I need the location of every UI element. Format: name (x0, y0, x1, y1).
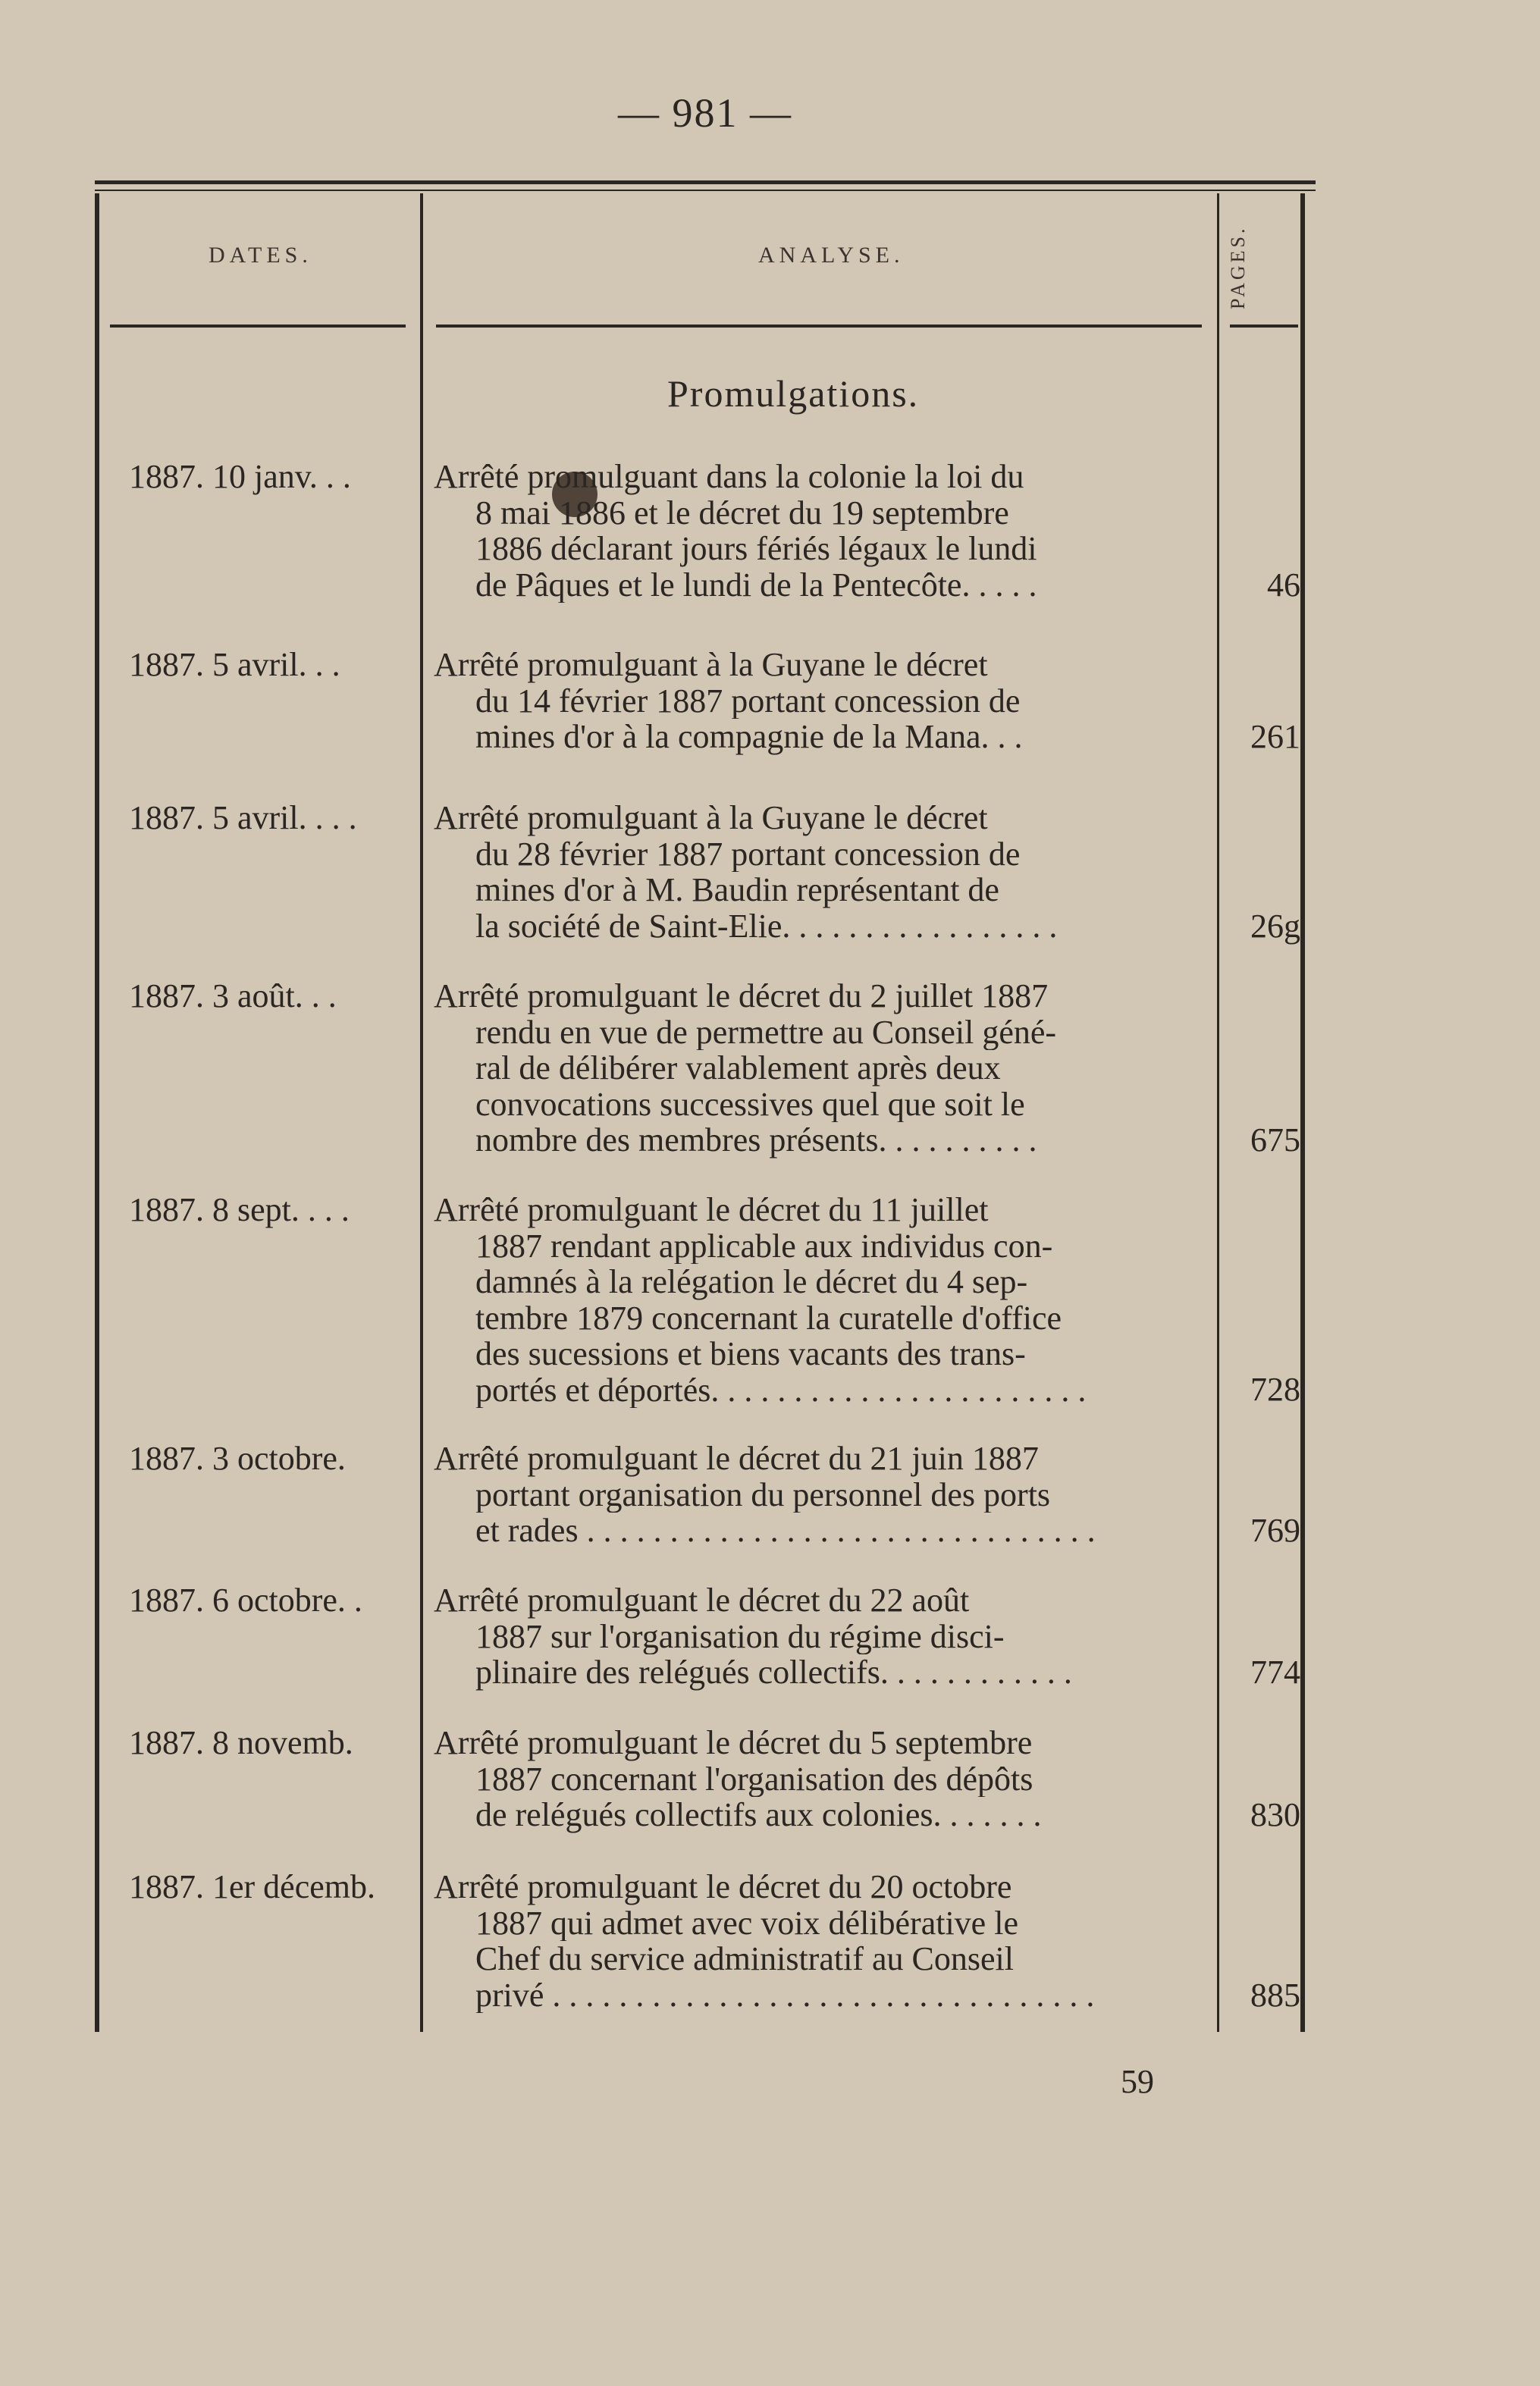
analysis-line: 8 mai 1886 et le décret du 19 septembre (475, 494, 1009, 531)
entry-analysis (434, 1582, 1215, 1691)
analysis-line: Chef du service administratif au Conseil (475, 1941, 1014, 1977)
entry-analysis (434, 1192, 1215, 1408)
entry-date (129, 1869, 417, 1905)
analysis-line: 1887 qui admet avec voix délibérative le (475, 1905, 1018, 1941)
entry-analysis (434, 978, 1215, 1159)
entry-date: 1887. 3 octobre. (129, 1440, 346, 1477)
entry-date: 1887. 10 janv. . . (129, 458, 351, 495)
page-ref: 26g (1250, 908, 1300, 945)
section-title: Promulgations. (667, 372, 920, 415)
analysis-line: Arrêté promulguant le décret du 20 octobre (434, 1869, 1012, 1905)
left-border (95, 193, 99, 2032)
entry-date: 1887. 8 sept. . . . (129, 1191, 350, 1228)
analysis-line: damnés à la relégation le décret du 4 sep- (475, 1264, 1028, 1300)
entry-date: 1887. 5 avril. . . . (129, 799, 357, 836)
analysis-line: de relégués collectifs aux colonies. . . . . . . (475, 1797, 1042, 1833)
analysis-line: Arrêté promulguant dans la colonie la loi du (434, 459, 1024, 495)
analysis-line: mines d'or à la compagnie de la Mana. . . (475, 719, 1023, 755)
page-ref: 261 (1250, 718, 1300, 755)
analysis-line: Arrêté promulguant le décret du 5 septembre (434, 1725, 1033, 1761)
analysis-line: plinaire des relégués collectifs. . . . . . . . . . . . (475, 1654, 1072, 1691)
analysis-line: rendu en vue de permettre au Conseil géné- (475, 1014, 1057, 1050)
header-rule-pages (1230, 325, 1298, 328)
analysis-line: 1887 rendant applicable aux individus con- (475, 1227, 1053, 1264)
right-border (1300, 193, 1305, 2032)
analysis-line: et rades . . . . . . . . . . . . . . . . . . . . . . . . . . . . . . . (475, 1513, 1096, 1549)
header-rule-analyse (436, 325, 1202, 328)
analysis-line: 1886 déclarant jours fériés légaux le lundi (475, 531, 1037, 567)
entry-analysis (434, 647, 1215, 755)
analysis-line: mines d'or à M. Baudin représentant de (475, 872, 999, 908)
analysis-line: convocations successives quel que soit le (475, 1086, 1025, 1122)
analysis-line: 1887 sur l'organisation du régime disci- (475, 1618, 1005, 1654)
entry-analysis (434, 1869, 1215, 2013)
analysis-line: portant organisation du personnel des ports (475, 1476, 1051, 1513)
analysis-line: du 14 février 1887 portant concession de (475, 682, 1021, 719)
top-double-rule (95, 180, 1316, 184)
analysis-line: des sucessions et biens vacants des trans- (475, 1336, 1026, 1372)
entry-analysis (434, 1725, 1215, 1833)
page-ref: 774 (1250, 1654, 1300, 1691)
page-ref: 769 (1250, 1512, 1300, 1549)
header-dates: DATES. (209, 243, 312, 268)
analysis-line: du 28 février 1887 portant concession de (475, 836, 1021, 872)
analysis-line: Arrêté promulguant le décret du 22 août (434, 1582, 970, 1619)
dates-divider (420, 193, 423, 2032)
page-ref: 885 (1250, 1977, 1300, 2014)
analysis-line: Arrêté promulguant le décret du 11 juillet (434, 1192, 989, 1228)
signature-number: 59 (1121, 2063, 1154, 2100)
analysis-line: Arrêté promulguant à la Guyane le décret (434, 647, 988, 683)
entry-analysis (434, 459, 1215, 603)
analysis-line: de Pâques et le lundi de la Pentecôte. . . . . (475, 566, 1037, 603)
pages-divider (1217, 193, 1219, 2032)
entry-date-text: 1887. 1er décemb. (129, 1868, 375, 1905)
page-ref: 728 (1250, 1371, 1300, 1408)
entry-analysis (434, 1441, 1215, 1549)
entry-date: 1887. 8 novemb. (129, 1724, 353, 1761)
page-ref: 675 (1250, 1121, 1300, 1159)
analysis-line: la société de Saint-Elie. . . . . . . . . . . . . . . . . (475, 908, 1058, 944)
analysis-line: 1887 concernant l'organisation des dépôts (475, 1760, 1033, 1797)
analysis-line: nombre des membres présents. . . . . . . . . . (475, 1122, 1037, 1159)
analysis-line: Arrêté promulguant le décret du 2 juillet 1887 (434, 978, 1049, 1014)
analysis-line: tembre 1879 concernant la curatelle d'office (475, 1300, 1062, 1336)
page-number-top: — 981 — (618, 90, 792, 136)
analysis-line: Arrêté promulguant à la Guyane le décret (434, 800, 988, 836)
analysis-line: privé . . . . . . . . . . . . . . . . . . . . . . . . . . . . . . . . . (475, 1977, 1095, 2013)
analysis-line: portés et déportés. . . . . . . . . . . . . . . . . . . . . . . (475, 1372, 1087, 1408)
top-thin-rule (95, 190, 1316, 191)
page-ref: 830 (1250, 1796, 1300, 1833)
analysis-line: ral de délibérer valablement après deux (475, 1050, 1001, 1086)
header-pages: PAGES. (1227, 225, 1249, 309)
header-analyse: ANALYSE. (758, 243, 905, 268)
entry-analysis (434, 800, 1215, 944)
analysis-line: Arrêté promulguant le décret du 21 juin 1887 (434, 1441, 1039, 1477)
entry-date: 1887. 5 avril. . . (129, 646, 340, 683)
entry-date: 1887. 3 août. . . (129, 977, 337, 1014)
entry-date: 1887. 6 octobre. . (129, 1582, 362, 1619)
header-rule-dates (110, 325, 406, 328)
page-ref: 46 (1267, 566, 1300, 604)
